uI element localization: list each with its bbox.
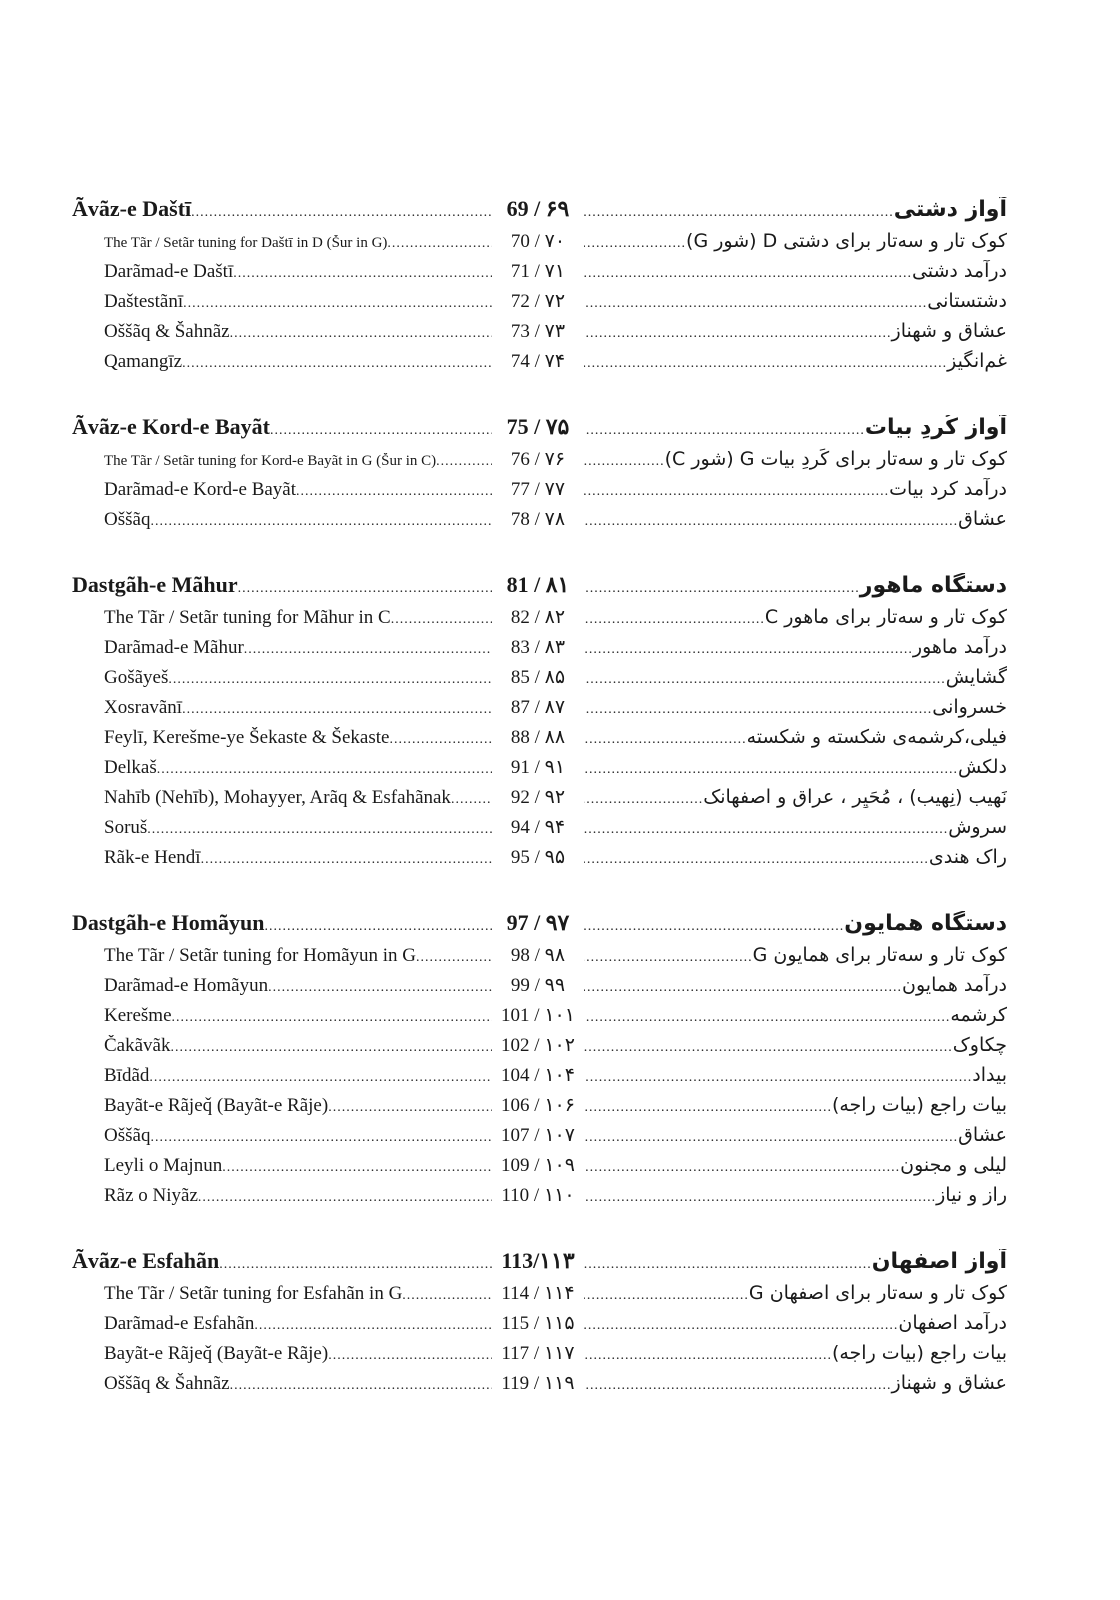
dot-leader — [222, 1160, 492, 1176]
entry-fa-wrap — [584, 1034, 1007, 1056]
entry-fa-wrap — [584, 1064, 1007, 1086]
entry-en-wrap — [72, 1065, 492, 1087]
dot-leader — [265, 919, 492, 935]
entry-title-fa: درآمد اصفهان — [898, 1312, 1007, 1334]
entry-title-fa: راز و نیاز — [936, 1184, 1007, 1206]
entry-page-number: 87 / ۸۷ — [510, 697, 566, 718]
toc-entry-row[interactable] — [72, 290, 1007, 320]
entry-title-fa: کرشمه — [950, 1004, 1007, 1026]
dot-leader — [233, 266, 492, 282]
section-title-en-wrap — [72, 910, 492, 936]
entry-title-en: Delkaš — [104, 757, 157, 778]
section-items — [72, 230, 1007, 380]
entry-en-wrap — [72, 1125, 492, 1147]
entry-fa-wrap — [584, 1282, 1007, 1304]
entry-page-number: 110 / ۱۱۰ — [501, 1185, 575, 1206]
entry-title-en: Daštestãnī — [104, 291, 184, 312]
dot-leader — [584, 296, 927, 312]
dot-leader — [198, 1190, 492, 1206]
entry-en-wrap — [72, 945, 492, 967]
toc-entry-row[interactable] — [72, 846, 1007, 876]
toc-entry-row[interactable] — [72, 1034, 1007, 1064]
entry-title-fa: درآمد ماهور — [912, 636, 1007, 658]
section-title-fa: آواز اصفهان — [871, 1249, 1007, 1274]
dot-leader — [584, 1288, 749, 1304]
entry-en-wrap — [72, 479, 492, 501]
entry-en-wrap — [72, 1343, 492, 1365]
section-heading-row[interactable] — [72, 1248, 1007, 1282]
entry-title-en: The Tãr / Setãr tuning for Homãyun in G — [104, 945, 417, 966]
toc-entry-row[interactable] — [72, 1372, 1007, 1402]
toc-entry-row[interactable] — [72, 478, 1007, 508]
entry-title-en: Oššãq — [104, 509, 151, 530]
section-page-number: 97 / ۹۷ — [506, 910, 570, 935]
dot-leader — [584, 1257, 872, 1273]
entry-title-fa: کوک تار و سه‌تار برای اصفهان G — [748, 1282, 1007, 1304]
toc-entry-row[interactable] — [72, 974, 1007, 1004]
entry-title-en: Darãmad-e Daštī — [104, 261, 234, 282]
dot-leader — [230, 1378, 492, 1394]
dot-leader — [149, 1070, 492, 1086]
dot-leader — [150, 514, 492, 530]
entry-page-number: 102 / ۱۰۲ — [501, 1035, 575, 1056]
dot-leader — [584, 326, 892, 342]
entry-en-wrap — [72, 1313, 492, 1335]
entry-en-wrap — [72, 727, 492, 749]
entry-en-wrap — [72, 453, 492, 470]
dot-leader — [584, 980, 902, 996]
toc-entry-row[interactable] — [72, 816, 1007, 846]
entry-fa-wrap — [584, 448, 1007, 470]
entry-title-fa: راک هندی — [928, 846, 1007, 868]
toc-entry-row[interactable] — [72, 756, 1007, 786]
entry-en-wrap — [72, 1185, 492, 1207]
section-items — [72, 944, 1007, 1214]
dot-leader — [584, 423, 865, 439]
dot-leader — [584, 1348, 832, 1364]
entry-title-fa: کوک تار و سه‌تار برای دشتی D (شور G) — [686, 230, 1007, 252]
section-title-fa: دستگاه همایون — [844, 911, 1007, 936]
dot-leader — [182, 356, 492, 372]
entry-title-en: Oššãq & Šahnãz — [104, 1373, 230, 1394]
entry-page-number: 78 / ۷۸ — [510, 509, 566, 530]
entry-title-fa: عشاق و شهناز — [891, 320, 1007, 342]
dot-leader — [391, 612, 492, 628]
dot-leader — [268, 980, 492, 996]
entry-title-fa: گشایش — [945, 666, 1007, 688]
toc-entry-row[interactable] — [72, 636, 1007, 666]
dot-leader — [584, 919, 844, 935]
section-page-number: 69 / ۶۹ — [506, 196, 570, 221]
dot-leader — [402, 1288, 492, 1304]
dot-leader — [389, 732, 492, 748]
entry-title-en: Kerešme — [104, 1005, 172, 1026]
entry-title-en: Darãmad-e Kord-e Bayãt — [104, 479, 297, 500]
dot-leader — [584, 581, 860, 597]
section-gap — [72, 538, 1007, 572]
section-gap — [72, 380, 1007, 414]
section-gap — [72, 876, 1007, 910]
entry-fa-wrap — [584, 478, 1007, 500]
entry-title-en: Feylī, Kerešme-ye Šekaste & Šekaste — [104, 727, 390, 748]
entry-en-wrap — [72, 1035, 492, 1057]
entry-title-en: Qamangīz — [104, 351, 183, 372]
toc-entry-row[interactable] — [72, 1004, 1007, 1034]
dot-leader — [168, 672, 492, 688]
dot-leader — [584, 454, 665, 470]
entry-title-en: Bayãt-e Rãjeq̌ (Bayãt-e Rãje) — [104, 1343, 329, 1364]
entry-title-en: The Tãr / Setãr tuning for Daštī in D (Šur in G) — [104, 235, 388, 251]
dot-leader — [584, 732, 747, 748]
entry-page-number: 101 / ۱۰۱ — [501, 1005, 575, 1026]
section-title-fa: آواز دشتی — [893, 197, 1007, 222]
dot-leader — [584, 1010, 950, 1026]
toc-entry-row[interactable] — [72, 1124, 1007, 1154]
entry-page-number: 71 / ۷۱ — [510, 261, 566, 282]
entry-title-en: Soruš — [104, 817, 148, 838]
toc-entry-row[interactable] — [72, 448, 1007, 478]
entry-page-number: 76 / ۷۶ — [510, 449, 566, 470]
section-title-en: Dastgãh-e Mãhur — [72, 572, 238, 597]
toc-section — [72, 910, 1007, 1214]
dot-leader — [150, 1130, 492, 1146]
section-title-en: Ãvãz-e Daštī — [72, 196, 192, 221]
entry-fa-wrap — [584, 666, 1007, 688]
toc-entry-row[interactable] — [72, 1342, 1007, 1372]
section-items — [72, 606, 1007, 876]
entry-page-number: 91 / ۹۱ — [510, 757, 566, 778]
entry-title-fa: بیات راجع (بیات راجه) — [831, 1094, 1007, 1116]
entry-page-number: 92 / ۹۲ — [510, 787, 566, 808]
toc-entry-row[interactable] — [72, 1154, 1007, 1184]
entry-title-en: Oššãq & Šahnãz — [104, 321, 230, 342]
entry-title-en: Xosravãnī — [104, 697, 183, 718]
entry-fa-wrap — [584, 260, 1007, 282]
toc-entry-row[interactable] — [72, 350, 1007, 380]
entry-fa-wrap — [584, 606, 1007, 628]
entry-title-en: Gošãyeš — [104, 667, 169, 688]
entry-en-wrap — [72, 261, 492, 283]
entry-fa-wrap — [584, 508, 1007, 530]
dot-leader — [328, 1348, 492, 1364]
entry-title-fa: عشاق و شهناز — [891, 1372, 1007, 1394]
entry-en-wrap — [72, 787, 492, 809]
toc-entry-row[interactable] — [72, 320, 1007, 350]
dot-leader — [387, 236, 492, 252]
entry-title-en: Rãk-e Hendī — [104, 847, 201, 868]
entry-fa-wrap — [584, 816, 1007, 838]
dot-leader — [584, 762, 958, 778]
entry-en-wrap — [72, 667, 492, 689]
entry-title-fa: بیداد — [972, 1064, 1007, 1086]
entry-title-fa: درآمد همایون — [902, 974, 1007, 996]
entry-en-wrap — [72, 817, 492, 839]
entry-fa-wrap — [584, 846, 1007, 868]
dot-leader — [183, 296, 492, 312]
entry-title-fa: درآمد دشتی — [911, 260, 1007, 282]
entry-en-wrap — [72, 757, 492, 779]
entry-title-en: Bayãt-e Rãjeq̌ (Bayãt-e Rãje) — [104, 1095, 329, 1116]
entry-fa-wrap — [584, 1154, 1007, 1176]
section-page-number: 81 / ۸۱ — [506, 572, 570, 597]
toc-section — [72, 572, 1007, 876]
entry-title-en: Darãmad-e Homãyun — [104, 975, 269, 996]
section-page-number: 75 / ۷۵ — [506, 414, 570, 439]
entry-fa-wrap — [584, 974, 1007, 996]
dot-leader — [172, 1010, 492, 1026]
toc-entry-row[interactable] — [72, 606, 1007, 636]
toc-section — [72, 1248, 1007, 1402]
toc-entry-row[interactable] — [72, 1064, 1007, 1094]
entry-en-wrap — [72, 291, 492, 313]
section-heading-row[interactable] — [72, 910, 1007, 944]
entry-title-fa: غم‌انگیز — [947, 350, 1007, 372]
dot-leader — [584, 236, 686, 252]
entry-fa-wrap — [584, 1342, 1007, 1364]
entry-title-en: Leyli o Majnun — [104, 1155, 223, 1176]
entry-en-wrap — [72, 1373, 492, 1395]
dot-leader — [238, 581, 492, 597]
entry-fa-wrap — [584, 1094, 1007, 1116]
dot-leader — [584, 792, 703, 808]
dot-leader — [244, 642, 492, 658]
entry-title-en: Darãmad-e Mãhur — [104, 637, 244, 658]
table-of-contents — [72, 196, 1007, 1402]
entry-title-fa: فیلی،کرشمه‌ی شکسته و شکسته — [746, 726, 1007, 748]
dot-leader — [584, 852, 929, 868]
entry-page-number: 114 / ۱۱۴ — [501, 1283, 575, 1304]
entry-title-fa: دشتستانی — [927, 290, 1007, 312]
entry-title-fa: عشاق — [958, 1124, 1007, 1146]
dot-leader — [436, 454, 492, 470]
dot-leader — [584, 642, 913, 658]
entry-en-wrap — [72, 509, 492, 531]
section-title-en-wrap — [72, 414, 492, 440]
toc-entry-row[interactable] — [72, 726, 1007, 756]
section-title-fa-wrap — [584, 415, 1007, 440]
toc-entry-row[interactable] — [72, 260, 1007, 290]
entry-fa-wrap — [584, 786, 1007, 808]
entry-fa-wrap — [584, 290, 1007, 312]
entry-title-fa: نَهیب (نِهیب) ، مُحَیِر ، عراق و اصفهانک — [703, 786, 1007, 808]
entry-fa-wrap — [584, 1124, 1007, 1146]
toc-entry-row[interactable] — [72, 1184, 1007, 1214]
entry-page-number: 70 / ۷۰ — [510, 231, 566, 252]
toc-entry-row[interactable] — [72, 1282, 1007, 1312]
section-title-fa: آواز کُردِ بیات — [864, 415, 1007, 440]
entry-en-wrap — [72, 975, 492, 997]
entry-title-en: Bīdãd — [104, 1065, 150, 1086]
entry-title-en: The Tãr / Setãr tuning for Kord-e Bayãt in G (Šur in C) — [104, 453, 437, 469]
toc-entry-row[interactable] — [72, 230, 1007, 260]
entry-page-number: 104 / ۱۰۴ — [501, 1065, 575, 1086]
dot-leader — [584, 702, 932, 718]
toc-section — [72, 196, 1007, 380]
entry-en-wrap — [72, 697, 492, 719]
section-title-en-wrap — [72, 1248, 492, 1274]
entry-title-fa: کوک تار و سه‌تار برای ماهور C — [764, 606, 1007, 628]
dot-leader — [230, 326, 492, 342]
dot-leader — [584, 822, 948, 838]
entry-en-wrap — [72, 1095, 492, 1117]
dot-leader — [584, 514, 958, 530]
toc-entry-row[interactable] — [72, 786, 1007, 816]
section-title-en: Dastgãh-e Homãyun — [72, 910, 265, 935]
entry-fa-wrap — [584, 1184, 1007, 1206]
entry-en-wrap — [72, 847, 492, 869]
dot-leader — [451, 792, 492, 808]
section-heading-row[interactable] — [72, 572, 1007, 606]
entry-page-number: 88 / ۸۸ — [510, 727, 566, 748]
entry-page-number: 99 / ۹۹ — [510, 975, 566, 996]
entry-en-wrap — [72, 235, 492, 252]
entry-en-wrap — [72, 637, 492, 659]
dot-leader — [201, 852, 492, 868]
entry-en-wrap — [72, 1155, 492, 1177]
section-gap — [72, 1214, 1007, 1248]
entry-page-number: 94 / ۹۴ — [510, 817, 566, 838]
toc-section — [72, 414, 1007, 538]
entry-title-fa: دلکش — [958, 756, 1007, 778]
entry-fa-wrap — [584, 1004, 1007, 1026]
toc-entry-row[interactable] — [72, 696, 1007, 726]
dot-leader — [191, 205, 492, 221]
entry-page-number: 77 / ۷۷ — [510, 479, 566, 500]
entry-title-en: Nahīb (Nehīb), Mohayyer, Arãq & Esfahãnak — [104, 787, 451, 808]
toc-entry-row[interactable] — [72, 1312, 1007, 1342]
entry-fa-wrap — [584, 726, 1007, 748]
entry-page-number: 82 / ۸۲ — [510, 607, 566, 628]
section-heading-row[interactable] — [72, 196, 1007, 230]
section-title-en-wrap — [72, 196, 492, 222]
dot-leader — [170, 1040, 492, 1056]
section-page-number: 113/۱۱۳ — [501, 1248, 575, 1273]
dot-leader — [584, 612, 765, 628]
dot-leader — [584, 672, 946, 688]
entry-fa-wrap — [584, 756, 1007, 778]
section-title-fa-wrap — [584, 911, 1007, 936]
entry-title-en: Darãmad-e Esfahãn — [104, 1313, 255, 1334]
entry-title-en: Oššãq — [104, 1125, 151, 1146]
entry-title-fa: کوک تار و سه‌تار برای همایون G — [752, 944, 1007, 966]
entry-title-fa: لیلی و مجنون — [900, 1154, 1007, 1176]
section-heading-row[interactable] — [72, 414, 1007, 448]
dot-leader — [416, 950, 492, 966]
entry-title-en: The Tãr / Setãr tuning for Mãhur in C — [104, 607, 391, 628]
entry-fa-wrap — [584, 350, 1007, 372]
section-title-fa-wrap — [584, 1249, 1007, 1274]
entry-page-number: 119 / ۱۱۹ — [501, 1373, 575, 1394]
entry-en-wrap — [72, 1005, 492, 1027]
entry-en-wrap — [72, 351, 492, 373]
section-title-en-wrap — [72, 572, 492, 598]
entry-title-en: Rãz o Niyãz — [104, 1185, 198, 1206]
entry-title-fa: سروش — [948, 816, 1007, 838]
entry-page-number: 107 / ۱۰۷ — [501, 1125, 575, 1146]
entry-title-en: The Tãr / Setãr tuning for Esfahãn in G — [104, 1283, 403, 1304]
entry-en-wrap — [72, 607, 492, 629]
dot-leader — [584, 484, 889, 500]
entry-fa-wrap — [584, 636, 1007, 658]
dot-leader — [147, 822, 492, 838]
section-items — [72, 1282, 1007, 1402]
entry-en-wrap — [72, 321, 492, 343]
entry-fa-wrap — [584, 696, 1007, 718]
dot-leader — [584, 1190, 936, 1206]
section-items — [72, 448, 1007, 538]
dot-leader — [270, 423, 492, 439]
entry-title-fa: خسروانی — [932, 696, 1007, 718]
entry-en-wrap — [72, 1283, 492, 1305]
dot-leader — [584, 1160, 900, 1176]
dot-leader — [584, 1100, 832, 1116]
entry-fa-wrap — [584, 1372, 1007, 1394]
entry-page-number: 83 / ۸۳ — [510, 637, 566, 658]
entry-title-fa: عشاق — [958, 508, 1007, 530]
entry-page-number: 115 / ۱۱۵ — [501, 1313, 575, 1334]
entry-page-number: 74 / ۷۴ — [510, 351, 566, 372]
entry-fa-wrap — [584, 230, 1007, 252]
dot-leader — [584, 1070, 972, 1086]
entry-fa-wrap — [584, 944, 1007, 966]
section-title-en: Ãvãz-e Kord-e Bayãt — [72, 414, 270, 439]
dot-leader — [296, 484, 492, 500]
dot-leader — [584, 1040, 953, 1056]
dot-leader — [584, 205, 894, 221]
toc-entry-row[interactable] — [72, 1094, 1007, 1124]
entry-title-fa: درآمد کرد بیات — [889, 478, 1007, 500]
dot-leader — [219, 1257, 492, 1273]
entry-title-en: Čakãvãk — [104, 1035, 171, 1056]
toc-entry-row[interactable] — [72, 508, 1007, 538]
dot-leader — [584, 356, 947, 372]
entry-page-number: 85 / ۸۵ — [510, 667, 566, 688]
dot-leader — [328, 1100, 492, 1116]
entry-page-number: 98 / ۹۸ — [510, 945, 566, 966]
dot-leader — [584, 1378, 892, 1394]
entry-page-number: 73 / ۷۳ — [510, 321, 566, 342]
entry-page-number: 117 / ۱۱۷ — [501, 1343, 575, 1364]
toc-entry-row[interactable] — [72, 666, 1007, 696]
dot-leader — [584, 1130, 958, 1146]
dot-leader — [182, 702, 492, 718]
entry-fa-wrap — [584, 320, 1007, 342]
entry-fa-wrap — [584, 1312, 1007, 1334]
dot-leader — [157, 762, 492, 778]
section-title-en: Ãvãz-e Esfahãn — [72, 1248, 220, 1273]
dot-leader — [584, 950, 753, 966]
section-title-fa-wrap — [584, 197, 1007, 222]
entry-page-number: 95 / ۹۵ — [510, 847, 566, 868]
entry-page-number: 72 / ۷۲ — [510, 291, 566, 312]
dot-leader — [584, 266, 912, 282]
section-title-fa-wrap — [584, 573, 1007, 598]
toc-entry-row[interactable] — [72, 944, 1007, 974]
section-title-fa: دستگاه ماهور — [859, 573, 1007, 598]
entry-page-number: 106 / ۱۰۶ — [501, 1095, 575, 1116]
entry-title-fa: کوک تار و سه‌تار برای کَردِ بیات G (شور C) — [664, 448, 1007, 470]
entry-title-fa: بیات راجع (بیات راجه) — [831, 1342, 1007, 1364]
dot-leader — [254, 1318, 492, 1334]
entry-title-fa: چکاوک — [952, 1034, 1007, 1056]
dot-leader — [584, 1318, 898, 1334]
entry-page-number: 109 / ۱۰۹ — [501, 1155, 575, 1176]
